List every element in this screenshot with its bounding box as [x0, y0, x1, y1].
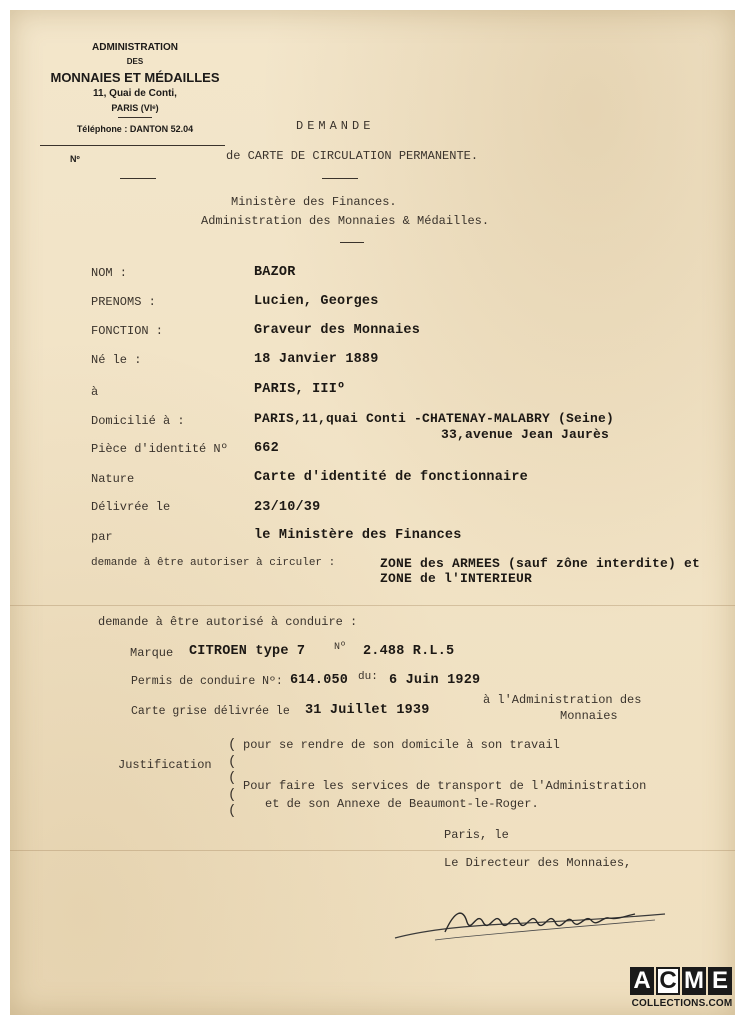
field-value-a: PARIS, IIIº [254, 382, 346, 397]
field-value-prenoms: Lucien, Georges [254, 294, 379, 309]
acme-site: COLLECTIONS.COM [631, 998, 733, 1009]
field-value-domicile: PARIS,11,quai Conti -CHATENAY-MALABRY (Seine) [254, 411, 615, 426]
vehicle-number: 2.488 R.L.5 [363, 644, 455, 659]
field-value-ne-le: 18 Janvier 1889 [254, 352, 379, 367]
carte-grise-value: 31 Juillet 1939 [305, 703, 430, 718]
field-label-ne-le: Né le : [91, 353, 142, 367]
closing-place: Paris, le [444, 828, 509, 842]
field-label-domicile: Domicilié à : [91, 414, 185, 428]
paper-fold [10, 605, 735, 606]
acme-brand [629, 967, 735, 995]
letterhead-line: ADMINISTRATION [92, 42, 178, 53]
divider [340, 242, 364, 243]
field-value-nature: Carte d'identité de fonctionnaire [254, 470, 528, 485]
number-label: Nº [70, 154, 80, 164]
justification-line-2: Pour faire les services de transport de l'Administration [243, 779, 647, 793]
marque-value: CITROEN type 7 [189, 644, 306, 659]
field-value-domicile-extra: 33,avenue Jean Jaurès [441, 427, 610, 442]
letterhead-telephone: Téléphone : DANTON 52.04 [76, 124, 194, 134]
divider [118, 117, 152, 118]
justification-line-1: pour se rendre de son domicile à son travail [243, 738, 560, 752]
admin-line-2: Monnaies [560, 709, 618, 723]
field-label-nature: Nature [91, 472, 135, 486]
number-label-drive: Nº [334, 642, 347, 653]
ministry: Ministère des Finances. [231, 195, 397, 209]
acme-letter: M [684, 967, 704, 994]
permis-label: Permis de conduire Nº: [131, 675, 283, 688]
field-value-fonction: Graveur des Monnaies [254, 323, 421, 338]
field-label-prenoms: PRENOMS : [91, 295, 156, 309]
drive-label: demande à être autorisé à conduire : [98, 615, 358, 629]
admin-line-1: à l'Administration des [483, 693, 642, 707]
field-label-a: à [91, 385, 99, 399]
field-label-piece: Pièce d'identité Nº [91, 442, 228, 456]
letterhead-address: 11, Quai de Conti, [93, 88, 177, 99]
marque-label: Marque [130, 646, 174, 660]
field-value-delivree: 23/10/39 [254, 500, 321, 515]
field-value-nom: BAZOR [254, 265, 296, 280]
divider [40, 145, 225, 146]
carte-grise-label: Carte grise délivrée le [131, 705, 290, 718]
circulate-value-1: ZONE des ARMEES (sauf zône interdite) et [380, 556, 701, 571]
acme-letter: A [630, 967, 654, 995]
bracket: ( ( ( ( ( [228, 737, 237, 819]
justification-line-3: et de son Annexe de Beaumont-le-Roger. [265, 797, 539, 811]
paper-fold [10, 850, 735, 851]
divider [120, 178, 156, 179]
field-label-par: par [91, 530, 113, 544]
closing-signatory: Le Directeur des Monnaies, [444, 856, 632, 870]
field-label-fonction: FONCTION : [91, 324, 164, 338]
du-label: du: [358, 671, 378, 683]
acme-logo [629, 967, 735, 1017]
administration: Administration des Monnaies & Médailles. [201, 214, 490, 228]
field-value-piece: 662 [254, 441, 279, 456]
divider [322, 178, 358, 179]
acme-letter: C [656, 967, 680, 995]
circulate-value-2: ZONE de l'INTERIEUR [380, 571, 533, 586]
du-value: 6 Juin 1929 [389, 673, 481, 688]
field-value-par: le Ministère des Finances [254, 528, 462, 543]
circulate-label: demande à être autoriser à circuler : [91, 557, 336, 569]
document-title: DEMANDE [296, 119, 375, 133]
field-label-nom: NOM : [91, 266, 128, 280]
permis-value: 614.050 [290, 673, 349, 688]
justification-label: Justification [118, 758, 212, 772]
letterhead-title: MONNAIES ET MÉDAILLES [50, 70, 220, 85]
document-subtitle: de CARTE DE CIRCULATION PERMANENTE. [226, 149, 479, 163]
letterhead-line: DES [126, 57, 144, 66]
letterhead-city: PARIS (VIᵉ) [111, 103, 159, 113]
acme-letter: E [708, 967, 732, 995]
field-label-delivree: Délivrée le [91, 500, 171, 514]
signature [385, 900, 675, 950]
